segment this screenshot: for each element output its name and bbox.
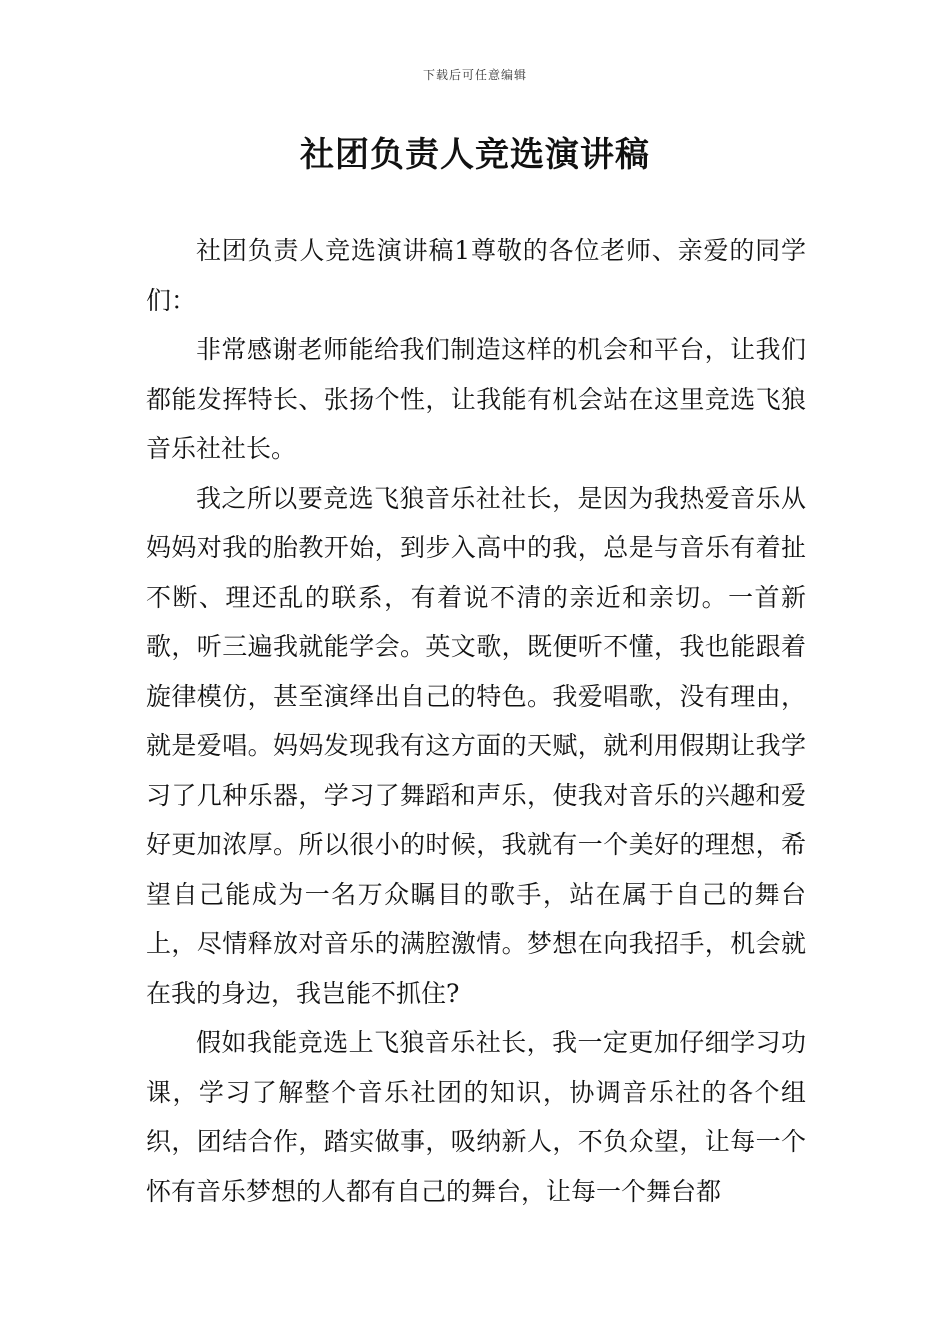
paragraph: 社团负责人竞选演讲稿1尊敬的各位老师、亲爱的同学们： (146, 236, 806, 315)
header-note: 下载后可任意编辑 (422, 68, 527, 82)
paragraph: 非常感谢老师能给我们制造这样的机会和平台，让我们都能发挥特长、张扬个性，让我能有机会站在这里竞选飞狼音乐社社长。 (146, 335, 806, 463)
paragraph: 我之所以要竞选飞狼音乐社社长，是因为我热爱音乐从妈妈对我的胎教开始，到步入高中的我，总是与音乐有着扯不断、理还乱的联系，有着说不清的亲近和亲切。一首新歌，听三遍我就能学会。英文歌，既便听不懂，我也能跟着旋律模仿，甚至演绎出自己的特色。我爱唱歌，没有理由，就是爱唱。妈妈发现我有这方面的天赋，就利用假期让我学习了几种乐器，学习了舞蹈和声乐，使我对音乐的兴趣和爱好更加浓厚。所以很小的时候，我就有一个美好的理想，希望自己能成为一名万众瞩目的歌手，站在属于自己的舞台上，尽情释放对音乐的满腔激情。梦想在向我招手，机会就在我的身边，我岂能不抓住? (146, 483, 806, 1008)
page-title: 社团负责人竞选演讲稿 (300, 135, 650, 175)
paragraph: 假如我能竞选上飞狼音乐社长，我一定更加仔细学习功课，学习了解整个音乐社团的知识，协调音乐社的各个组织，团结合作，踏实做事，吸纳新人，不负众望，让每一个怀有音乐梦想的人都有自己的舞台，让每一个舞台都 (146, 1028, 806, 1206)
document-body (146, 226, 806, 1216)
